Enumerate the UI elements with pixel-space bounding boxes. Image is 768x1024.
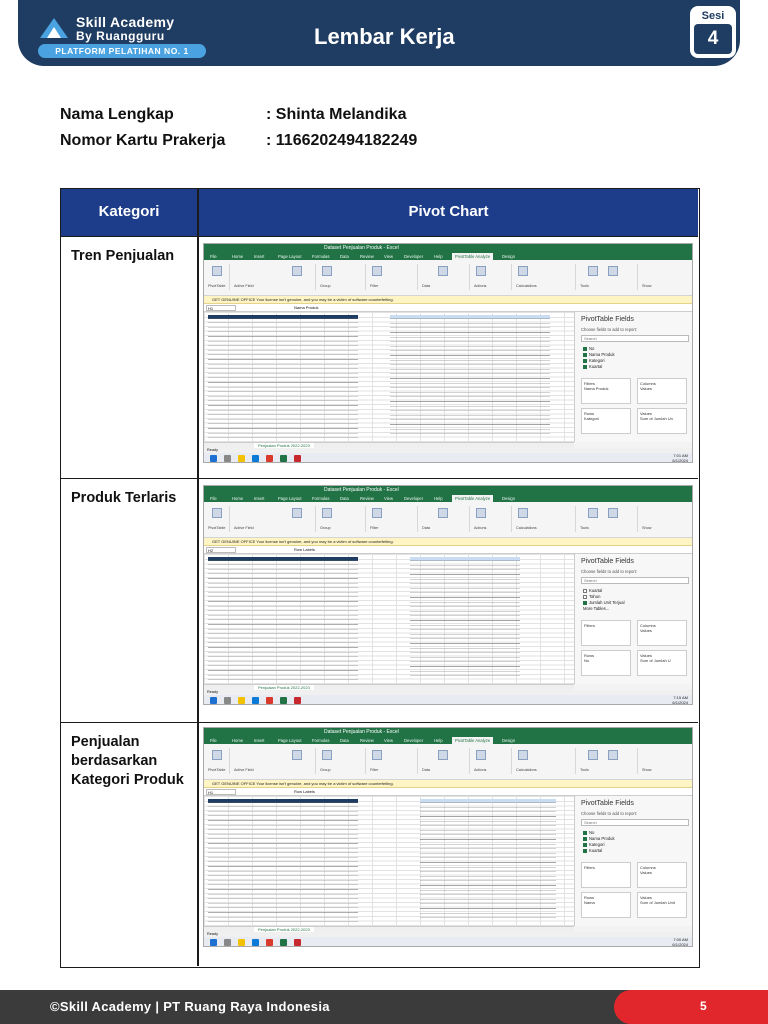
recommended-pivot-icon [608,750,618,760]
tab-page-layout[interactable]: Page Layout [278,738,302,743]
worksheet-grid[interactable] [204,796,574,926]
field-search-input[interactable]: Search [581,335,689,342]
worksheet-table [60,188,700,968]
ribbon-group-filter[interactable]: Filter [368,748,418,774]
tab-formulas[interactable]: Formulas [312,496,330,501]
logo-mark-icon [38,16,70,42]
field-kuartal[interactable]: Kuartal [583,848,602,853]
category-label: Produk Terlaris [71,490,177,506]
tab-review[interactable]: Review [360,496,374,501]
checkbox-icon [583,365,587,369]
excel-ribbon [204,502,692,538]
table-row-kategori [61,723,698,966]
file-explorer-icon[interactable] [238,697,245,704]
name-box[interactable]: H1 [206,789,236,795]
tab-help[interactable]: Help [434,496,443,501]
excel-ribbon-tabs [204,495,692,502]
field-no[interactable]: No [583,830,594,835]
tab-page-layout[interactable]: Page Layout [278,496,302,501]
table-row-terlaris [61,479,698,723]
windows-start-icon[interactable] [210,939,217,946]
session-label: Sesi [701,10,725,22]
ribbon-group-pivottable[interactable]: PivotTable [206,506,230,532]
refresh-icon [438,508,448,518]
tab-page-layout[interactable]: Page Layout [278,254,302,259]
file-explorer-icon[interactable] [238,939,245,946]
page-number: 5 [700,999,707,1013]
refresh-icon [438,750,448,760]
excel-screenshot-2 [203,485,693,705]
tab-formulas[interactable]: Formulas [312,254,330,259]
excel-window-title: Dataset Penjualan Produk - Excel [324,245,399,251]
zone-values[interactable]: Values Sum of Jumlah Un [637,408,687,434]
chrome-icon[interactable] [266,697,273,704]
windows-start-icon[interactable] [210,455,217,462]
windows-start-icon[interactable] [210,697,217,704]
pivotchart-icon [588,508,598,518]
checkbox-icon [583,831,587,835]
panel-subtitle: Choose fields to add to report: [581,811,638,816]
name-value: : Shinta Melandika [266,106,407,123]
ribbon-group-actions[interactable]: Actions [472,506,512,532]
pivotchart-icon [588,266,598,276]
excel-ribbon-tabs [204,253,692,260]
ribbon-group-calculations[interactable]: Calculations [514,506,576,532]
pivot-fields-panel [574,796,693,926]
excel-icon[interactable] [280,939,287,946]
checkbox-icon [583,353,587,357]
tab-data[interactable]: Data [340,738,349,743]
clock: 7:15 AM 6/1/2024 [672,695,688,705]
tab-file[interactable]: File [210,738,217,743]
slicer-icon [372,508,382,518]
panel-title: PivotTable Fields [581,558,634,565]
ribbon-group-actions[interactable]: Actions [472,748,512,774]
clock: 7:00 AM 6/1/2024 [672,937,688,947]
ribbon-group-active-field[interactable]: Active Field [232,264,316,290]
checkbox-icon [583,595,587,599]
drill-icon [292,750,302,760]
windows-taskbar [204,695,692,705]
pivottable-icon [212,750,222,760]
ribbon-group-filter[interactable]: Filter [368,264,418,290]
panel-subtitle: Choose fields to add to report: [581,327,638,332]
tab-developer[interactable]: Developer [404,496,424,501]
sheet-tab-penjualan[interactable]: Penjualan Produk 2022-2023 [254,927,314,933]
clear-icon [476,508,486,518]
skill-academy-logo [38,12,208,60]
pivot-table-range [390,318,550,434]
pdf-icon[interactable] [294,939,301,946]
panel-subtitle: Choose fields to add to report: [581,569,638,574]
ribbon-group-calculations[interactable]: Calculations [514,264,576,290]
tab-insert[interactable]: Insert [254,254,265,259]
field-nama-produk[interactable]: Nama Produk [583,836,615,841]
clear-icon [476,750,486,760]
worksheet-grid[interactable] [204,554,574,684]
tab-pivottable-analyze[interactable]: PivotTable Analyze [452,253,493,260]
source-data-range [208,318,358,438]
tab-view[interactable]: View [384,496,394,501]
zone-columns[interactable]: Columns Values [637,862,687,888]
windows-taskbar [204,453,692,463]
tab-pivottable-analyze[interactable]: PivotTable Analyze [452,737,493,744]
excel-ribbon-tabs [204,737,692,744]
name-box[interactable]: H2 [206,547,236,553]
ribbon-group-show[interactable]: Show [642,284,652,288]
category-label: Tren Penjualan [71,248,175,264]
excel-window-title: Dataset Penjualan Produk - Excel [324,729,399,735]
page-header [18,0,740,66]
excel-titlebar [204,244,692,253]
edge-icon[interactable] [252,697,259,704]
tab-data[interactable]: Data [340,496,349,501]
fields-items-icon [518,750,528,760]
logo-line2: By Ruangguru [76,29,165,43]
card-value: : 1166202494182249 [266,132,418,149]
group-icon [322,266,332,276]
field-tahun[interactable]: Tahun [583,594,600,599]
card-row [60,132,417,150]
ribbon-group-calculations[interactable]: Calculations [514,748,576,774]
zone-filters[interactable]: Filters [581,620,631,646]
ribbon-group-tools[interactable]: Tools [578,748,638,774]
pivot-table-range [410,560,520,676]
name-box[interactable]: H1 [206,305,236,311]
checkbox-icon [583,601,587,605]
table-header [61,189,698,237]
field-kategori[interactable]: Kategori [583,358,605,363]
tab-data[interactable]: Data [340,254,349,259]
tab-insert[interactable]: Insert [254,496,265,501]
windows-taskbar [204,937,692,947]
recommended-pivot-icon [608,266,618,276]
panel-title: PivotTable Fields [581,316,634,323]
field-kategori[interactable]: Kategori [583,842,605,847]
zone-values[interactable]: Values Sum of Jumlah U [637,650,687,676]
tab-design[interactable]: Design [502,496,516,501]
status-bar: Ready [204,932,692,937]
tab-file[interactable]: File [210,254,217,259]
session-number: 4 [694,24,732,54]
tab-design[interactable]: Design [502,738,516,743]
zone-filters[interactable]: Filters Nama Produk [581,378,631,404]
excel-icon[interactable] [280,697,287,704]
ribbon-group-active-field[interactable]: Active Field [232,748,316,774]
tab-home[interactable]: Home [232,738,244,743]
zone-values[interactable]: Values Sum of Jumlah Unit [637,892,687,918]
field-kuartal[interactable]: Kuartal [583,364,602,369]
ribbon-group-show[interactable]: Show [642,768,652,772]
formula-bar [204,788,692,796]
ribbon-group-data[interactable]: Data [420,264,470,290]
ribbon-group-data[interactable]: Data [420,748,470,774]
search-icon[interactable] [224,697,231,704]
source-data-range [208,802,358,922]
search-icon[interactable] [224,939,231,946]
checkbox-icon [583,849,587,853]
zone-rows[interactable]: Rows Kategori [581,408,631,434]
field-search-input[interactable]: Search [581,577,689,584]
zone-columns[interactable]: Columns Values [637,378,687,404]
excel-ribbon [204,260,692,296]
license-warning-bar: GET GENUINE OFFICE Your license isn't genuine, and you may be a victim of software counterfeiting. [204,296,692,304]
pivot-fields-panel [574,554,693,684]
formula-content[interactable]: Nama Produk [294,305,319,310]
sheet-tab-penjualan[interactable]: Penjualan Produk 2022-2023 [254,685,314,691]
session-badge [690,6,736,58]
sheet-tab-penjualan[interactable]: Penjualan Produk 2022-2023 [254,443,314,449]
tab-help[interactable]: Help [434,254,443,259]
pivottable-icon [212,266,222,276]
formula-content[interactable]: Row Labels [294,547,315,552]
ribbon-group-data[interactable]: Data [420,506,470,532]
ribbon-group-show[interactable]: Show [642,526,652,530]
tab-pivottable-analyze[interactable]: PivotTable Analyze [452,495,493,502]
license-warning-bar: GET GENUINE OFFICE Your license isn't genuine, and you may be a victim of software counterfeiting. [204,538,692,546]
field-jumlah-unit[interactable]: Jumlah Unit Terjual [583,600,625,605]
pdf-icon[interactable] [294,455,301,462]
checkbox-icon [583,359,587,363]
footer-accent [614,990,768,1024]
refresh-icon [438,266,448,276]
tab-review[interactable]: Review [360,254,374,259]
fields-items-icon [518,266,528,276]
excel-screenshot-1 [203,243,693,463]
tab-help[interactable]: Help [434,738,443,743]
group-icon [322,508,332,518]
group-icon [322,750,332,760]
logo-line1: Skill Academy [76,14,175,30]
ribbon-group-pivottable[interactable]: PivotTable [206,748,230,774]
tab-developer[interactable]: Developer [404,254,424,259]
ribbon-group-pivottable[interactable]: PivotTable [206,264,230,290]
tab-design[interactable]: Design [502,254,516,259]
recommended-pivot-icon [608,508,618,518]
worksheet-grid[interactable] [204,312,574,442]
excel-icon[interactable] [280,455,287,462]
pivottable-icon [212,508,222,518]
fields-items-icon [518,508,528,518]
formula-bar [204,304,692,312]
name-row [60,106,406,124]
pivotchart-icon [588,750,598,760]
tab-formulas[interactable]: Formulas [312,738,330,743]
excel-screenshot-3 [203,727,693,947]
ribbon-group-group[interactable]: Group [318,264,366,290]
clear-icon [476,266,486,276]
tab-home[interactable]: Home [232,254,244,259]
tab-view[interactable]: View [384,738,394,743]
category-label: Penjualan berdasarkan Kategori Produk [71,734,184,788]
field-kuartal[interactable]: Kuartal [583,588,602,593]
chrome-icon[interactable] [266,455,273,462]
card-label: Nomor Kartu Prakerja [60,132,226,149]
checkbox-icon [583,837,587,841]
chrome-icon[interactable] [266,939,273,946]
zone-filters[interactable]: Filters [581,862,631,888]
page-title: Lembar Kerja [314,24,455,49]
edge-icon[interactable] [252,455,259,462]
license-warning-bar: GET GENUINE OFFICE Your license isn't genuine, and you may be a victim of software counterfeiting. [204,780,692,788]
zone-rows[interactable]: Rows No [581,650,631,676]
field-more-tables[interactable]: More Tables... [583,606,610,611]
pivot-fields-panel [574,312,693,442]
ribbon-group-filter[interactable]: Filter [368,506,418,532]
edge-icon[interactable] [252,939,259,946]
formula-content[interactable]: Row Labels [294,789,315,794]
tab-review[interactable]: Review [360,738,374,743]
ribbon-group-active-field[interactable]: Active Field [232,506,316,532]
ribbon-group-tools[interactable]: Tools [578,506,638,532]
tab-insert[interactable]: Insert [254,738,265,743]
slicer-icon [372,750,382,760]
tab-file[interactable]: File [210,496,217,501]
status-bar: Ready [204,690,692,695]
drill-icon [292,266,302,276]
tab-view[interactable]: View [384,254,394,259]
source-data-range [208,560,358,680]
field-no[interactable]: No [583,346,594,351]
checkbox-icon [583,589,587,593]
header-pivot-chart: Pivot Chart [408,203,489,220]
formula-bar [204,546,692,554]
excel-window-title: Dataset Penjualan Produk - Excel [324,487,399,493]
excel-titlebar [204,486,692,495]
checkbox-icon [583,347,587,351]
ribbon-group-group[interactable]: Group [318,748,366,774]
zone-rows[interactable]: Rows Nama [581,892,631,918]
ribbon-group-actions[interactable]: Actions [472,264,512,290]
field-search-input[interactable]: Search [581,819,689,826]
pivot-table-range [420,802,556,918]
search-icon[interactable] [224,455,231,462]
logo-tagline: PLATFORM PELATIHAN NO. 1 [38,44,206,58]
ribbon-group-tools[interactable]: Tools [578,264,638,290]
zone-columns[interactable]: Columns Values [637,620,687,646]
tab-home[interactable]: Home [232,496,244,501]
panel-title: PivotTable Fields [581,800,634,807]
file-explorer-icon[interactable] [238,455,245,462]
footer-copyright: ©Skill Academy | PT Ruang Raya Indonesia [50,999,330,1014]
name-label: Nama Lengkap [60,106,174,123]
field-nama-produk[interactable]: Nama Produk [583,352,615,357]
clock: 7:01 AM 6/1/2024 [672,453,688,463]
drill-icon [292,508,302,518]
header-kategori: Kategori [98,203,160,220]
excel-ribbon [204,744,692,780]
ribbon-group-group[interactable]: Group [318,506,366,532]
checkbox-icon [583,843,587,847]
tab-developer[interactable]: Developer [404,738,424,743]
table-row-tren [61,237,698,479]
slicer-icon [372,266,382,276]
pdf-icon[interactable] [294,697,301,704]
excel-titlebar [204,728,692,737]
status-bar: Ready [204,448,692,453]
